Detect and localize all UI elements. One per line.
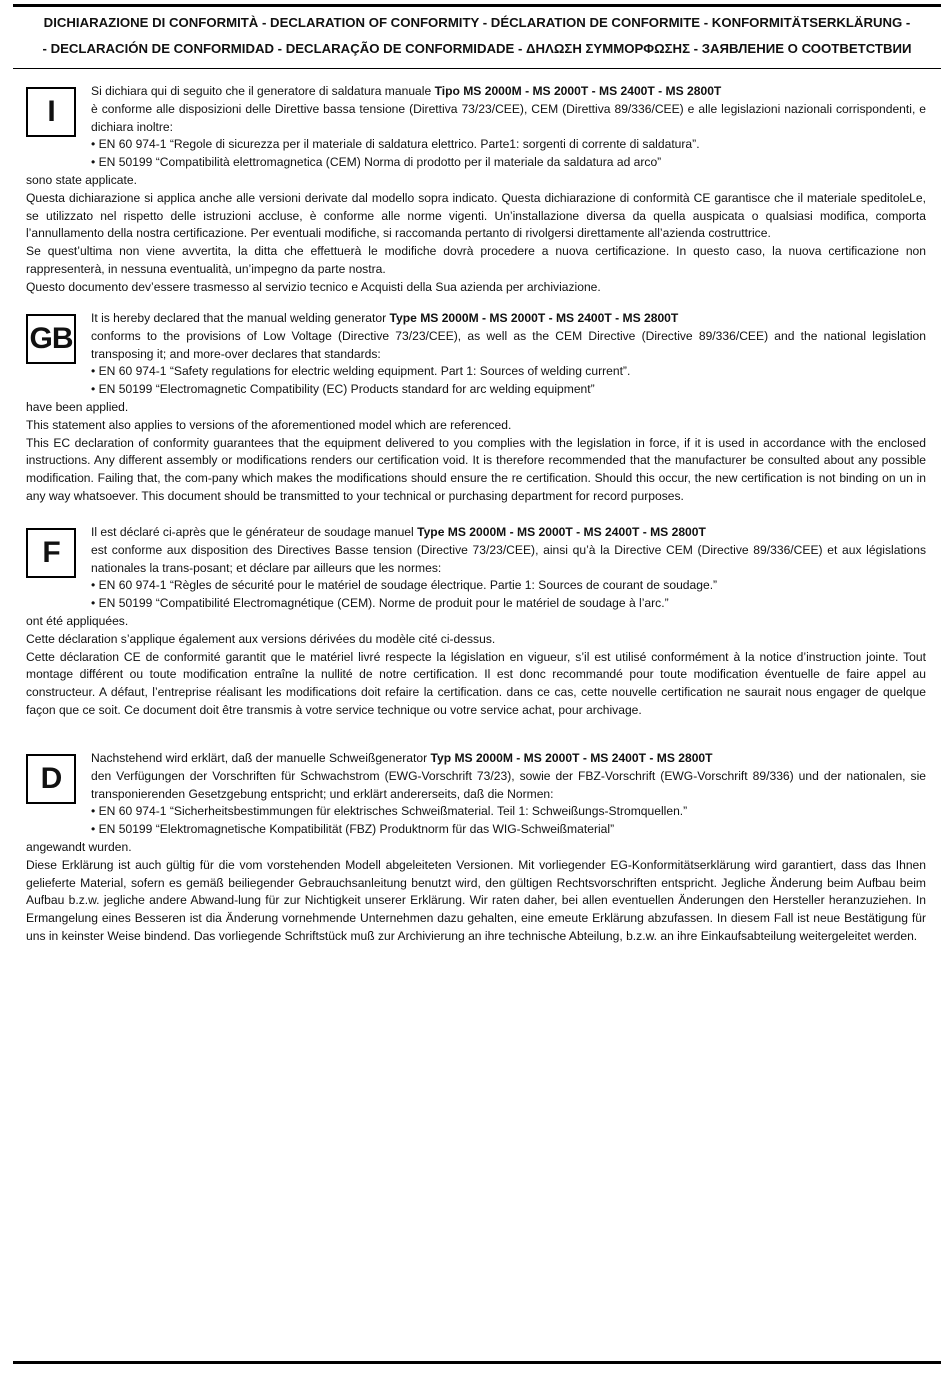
model-name: Tipo MS 2000M - MS 2000T - MS 2400T - MS 2800T xyxy=(434,84,722,98)
model-name: Type MS 2000M - MS 2000T - MS 2400T - MS 2800T xyxy=(417,525,706,539)
applied-text: sono state applicate. xyxy=(26,172,137,187)
section-french xyxy=(26,524,926,720)
section-intro xyxy=(26,83,926,101)
standard-bullet: • EN 50199 “Electromagnetic Compatibility (EC) Products standard for arc welding equipment” xyxy=(91,382,595,397)
conformity-statement: è conforme alle disposizioni delle Direttive bassa tensione (Direttiva 73/23/CEE), CEM (Direttiva 89/336/CEE) e alle legislazioni nazionali corrispondenti, e dichiara inoltre: xyxy=(91,101,926,134)
language-badge-f: F xyxy=(26,528,76,578)
standard-bullet: • EN 60 974-1 “Regole di sicurezza per il materiale di saldatura elettrico. Parte1: sorgenti di corrente di saldatura”. xyxy=(91,137,700,152)
conformity-statement: den Verfügungen der Vorschriften für Schwachstrom (EWG-Vorschrift 73/23), sowie der FBZ-Vorschrift (EWG-Vorschrift 89/336) und der nationalen, sie transponierenden Gesetzgebung entspricht; und erklärt andererseits, daß die Normen: xyxy=(91,768,926,801)
intro-text: Si dichiara qui di seguito che il generatore di saldatura manuale xyxy=(91,84,432,98)
language-badge-d: D xyxy=(26,754,76,804)
top-rule xyxy=(13,4,941,7)
standard-bullet: • EN 60 974-1 “Règles de sécurité pour le matériel de soudage électrique. Partie 1: Sources de courant de soudage.” xyxy=(91,578,718,593)
applied-text: have been applied. xyxy=(26,399,129,414)
section-english xyxy=(26,310,926,506)
section-intro xyxy=(26,310,926,328)
body-paragraph: Se quest’ultima non viene avvertita, la ditta che effettuerà le modifiche dovrà procedere a nuova certificazione. In questo caso, la nuova certificazione non rappresenterà, in nessuna eventualità, un’impegno da parte nostra. xyxy=(26,244,926,276)
body-paragraph: Cette déclaration s’applique également aux versions dérivées du modèle cité ci-dessus. xyxy=(26,631,496,646)
language-badge-it: I xyxy=(26,87,76,137)
standard-bullet: • EN 50199 “Compatibilità elettromagnetica (CEM) Norma di prodotto per il materiale da saldatura ad arco” xyxy=(91,155,662,170)
header-rule xyxy=(13,68,941,69)
intro-text: It is hereby declared that the manual welding generator xyxy=(91,311,387,325)
body-paragraph: Questo documento dev’essere trasmesso al servizio tecnico e Acquisti della Sua azienda per archiviazione. xyxy=(26,279,601,294)
section-italian xyxy=(26,83,926,297)
standard-bullet: • EN 50199 “Compatibilité Electromagnétique (CEM). Norme de produit pour le matériel de soudage à l’arc.” xyxy=(91,596,669,611)
standard-bullet: • EN 60 974-1 “Safety regulations for electric welding equipment. Part 1: Sources of welding current”. xyxy=(91,364,631,379)
standard-bullet: • EN 50199 “Elektromagnetische Kompatibilität (FBZ) Produktnorm für das WIG-Schweißmaterial” xyxy=(91,822,615,837)
intro-text: Nachstehend wird erklärt, daß der manuelle Schweißgenerator xyxy=(91,751,428,765)
section-intro xyxy=(26,750,926,768)
body-paragraph: This statement also applies to versions of the aforementioned model which are referenced. xyxy=(26,417,512,432)
bottom-rule xyxy=(13,1361,941,1364)
applied-text: ont été appliquées. xyxy=(26,613,129,628)
body-paragraph: Questa dichiarazione si applica anche alle versioni derivate dal modello sopra indicato. Questa dichiarazione di conformità CE garantisce che il materiale speditoleLe, se utilizzato nel rispetto delle istruzioni accluse, è conforme alle norme vigenti. Un’installazione diversa da quella auspicata o qualsiasi modifica, comporta l’annullamento della nostra certificazione. Per eventuali modifiche, si raccomanda pertanto di rivolgersi direttamente all’azienda costruttrice. xyxy=(26,190,926,241)
intro-text: Il est déclaré ci-après que le générateur de soudage manuel xyxy=(91,525,414,539)
header-line-1: DICHIARAZIONE DI CONFORMITÀ - DECLARATION OF CONFORMITY - DÉCLARATION DE CONFORMITE - KONFORMITÄTSERKLÄRUNG - xyxy=(43,15,911,30)
standard-bullet: • EN 60 974-1 “Sicherheitsbestimmungen für elektrisches Schweißmaterial. Teil 1: Schweißungs-Stromquellen.” xyxy=(91,804,688,819)
model-name: Typ MS 2000M - MS 2000T - MS 2400T - MS 2800T xyxy=(430,751,713,765)
conformity-statement: conforms to the provisions of Low Voltage (Directive 73/23/CEE), as well as the CEM Directive (Directive 89/336/CEE) and the national legislation transposing it; and more-over declares that standards: xyxy=(91,328,926,361)
section-intro xyxy=(26,524,926,542)
body-paragraph: Cette déclaration CE de conformité garantit que le matériel livré respecte la législation en vigueur, s’il est utilisé conformément à la notice d’instruction jointe. Tout montage différent ou toute modification entraîne la nullité de notre certification. Il est donc recommandé pour toute modification éventuelle de faire appel au constructeur. A défaut, l’entreprise réalisant les modifications doit refaire la certification. dans ce cas, cette nouvelle certification ne saurait nous engager de quelque façon que ce soit. Ce document doit être transmis à votre service technique ou votre service achat, pour archivage. xyxy=(26,649,926,717)
conformity-statement: est conforme aux disposition des Directives Basse tension (Directive 73/23/CEE), ainsi qu’à la Directive CEM (Directive 89/336/CEE) et aux législations nationales la trans-posant; et déclare par ailleurs que les normes: xyxy=(91,542,926,575)
body-paragraph: Diese Erklärung ist auch gültig für die vom vorstehenden Modell abgeleiteten Versionen. Mit vorliegender EG-Konformitätserklärung wird garantiert, dass das Ihnen gelieferte Material, sofern es gemäß beiliegender Gebrauchsanleitung benutzt wird, den gültigen Rechtsvorschriften entspricht. Jegliche Änderung beim Aufbau beim Aufbau b.z.w. jegliche andere Abwand-lung für zur Nichtigkeit unserer Erklärung. Wir raten daher, bei allen eventuellen Änderungen den Hersteller heranzuziehen. In Ermangelung eines Besseren ist dia Änderung vornehmende Unternehmen dazu gehalten, eine emeute Erklärung abzufassen. In diesem Fall ist neue Bestätigung für uns in keinster Weise bindend. Das vorliegende Schriftstück muß zur Archivierung an ihre technische Abteilung, b.z.w. an ihre Einkaufsabteilung weitergeleitet werden. xyxy=(26,857,926,943)
applied-text: angewandt wurden. xyxy=(26,839,132,854)
header-line-2: - DECLARACIÓN DE CONFORMIDAD - DECLARAÇÃO DE CONFORMIDADE - ΔΗΛΩΣΗ ΣΥΜΜΟΡΦΩΣΗΣ - ЗАЯВЛЕНИЕ О СООТВЕТСТВИИ xyxy=(42,41,912,56)
body-paragraph: This EC declaration of conformity guarantees that the equipment delivered to you complies with the legislation in force, if it is used in accordance with the enclosed instructions. Any different assembly or modifications renders our certification void. It is therefore recommended that the manufacturer be consulted about any possible modification. Failing that, the com-pany which makes the modifications should ensure the re certification. Should this occur, the new certification is not binding on un in any way whatsoever. This document should be transmitted to your technical or purchasing department for record purposes. xyxy=(26,435,926,503)
model-name: Type MS 2000M - MS 2000T - MS 2400T - MS 2800T xyxy=(389,311,679,325)
page-header xyxy=(13,10,941,62)
section-german xyxy=(26,750,926,946)
language-badge-gb: GB xyxy=(26,314,76,364)
